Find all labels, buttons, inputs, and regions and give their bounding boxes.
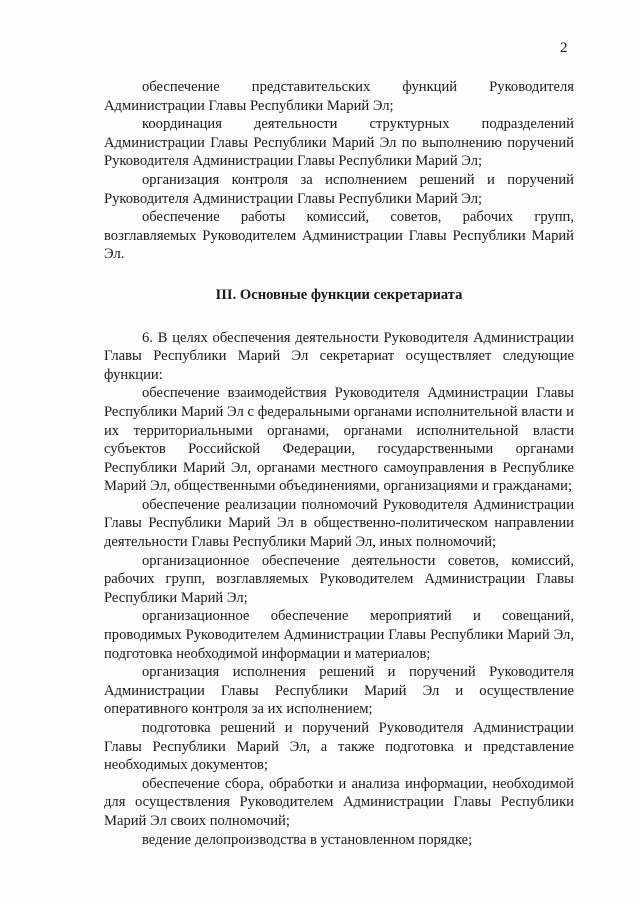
paragraph-powers-implementation: обеспечение реализации полномочий Руководителя Администрации Главы Республики Марий Эл в общественно-политическом направлении деятельности Главы Республики Марий Эл, иных полномочий; — [104, 496, 574, 551]
section-heading: III. Основные функции секретариата — [215, 286, 463, 303]
paragraph-interaction: обеспечение взаимодействия Руководителя Администрации Главы Республики Марий Эл с федеральными органами исполнительной власти и их территориальными органами, органами исполнительной власти субъектов Российской Федерации, государственными органами Республики Марий Эл, органами местного самоуправления в Республике Марий Эл, общественными объединениями, организациями и гражданами; — [104, 385, 574, 495]
paragraph-information-analysis: обеспечение сбора, обработки и анализа информации, необходимой для осуществления Руководителем Администрации Главы Республики Марий Эл своих полномочий; — [104, 775, 574, 829]
paragraph-coordination: координация деятельности структурных подразделений Администрации Главы Республики Марий Эл по выполнению поручений Руководителя Администрации Главы Республики Марий Эл; — [104, 116, 574, 170]
paragraph-councils-support: организационное обеспечение деятельности советов, комиссий, рабочих групп, возглавляемых Руководителем Администрации Главы Республики Марий Эл; — [104, 552, 574, 606]
paragraph-commissions-work: обеспечение работы комиссий, советов, рабочих групп, возглавляемых Руководителем Администрации Главы Республики Марий Эл. — [104, 209, 574, 263]
document-body — [104, 78, 574, 849]
paragraph-record-keeping: ведение делопроизводства в установленном порядке; — [142, 831, 473, 848]
paragraph-item-6-intro: 6. В целях обеспечения деятельности Руководителя Администрации Главы Республики Марий Эл секретариат осуществляет следующие функции: — [104, 329, 574, 383]
paragraph-control-organization: организация контроля за исполнением решений и поручений Руководителя Администрации Главы Республики Марий Эл; — [104, 171, 574, 207]
paragraph-representative-functions: обеспечение представительских функций Руководителя Администрации Главы Республики Марий Эл; — [104, 79, 574, 114]
page-number: 2 — [560, 40, 568, 56]
paragraph-decisions-preparation: подготовка решений и поручений Руководителя Администрации Главы Республики Марий Эл, а также подготовка и представление необходимых документов; — [104, 720, 574, 774]
paragraph-events-support: организационное обеспечение мероприятий и совещаний, проводимых Руководителем Администрации Главы Республики Марий Эл, подготовка необходимой информации и материалов; — [104, 608, 574, 662]
paragraph-decisions-execution: организация исполнения решений и поручений Руководителя Администрации Главы Республики Марий Эл и осуществление оперативного контроля за их исполнением; — [104, 664, 574, 718]
